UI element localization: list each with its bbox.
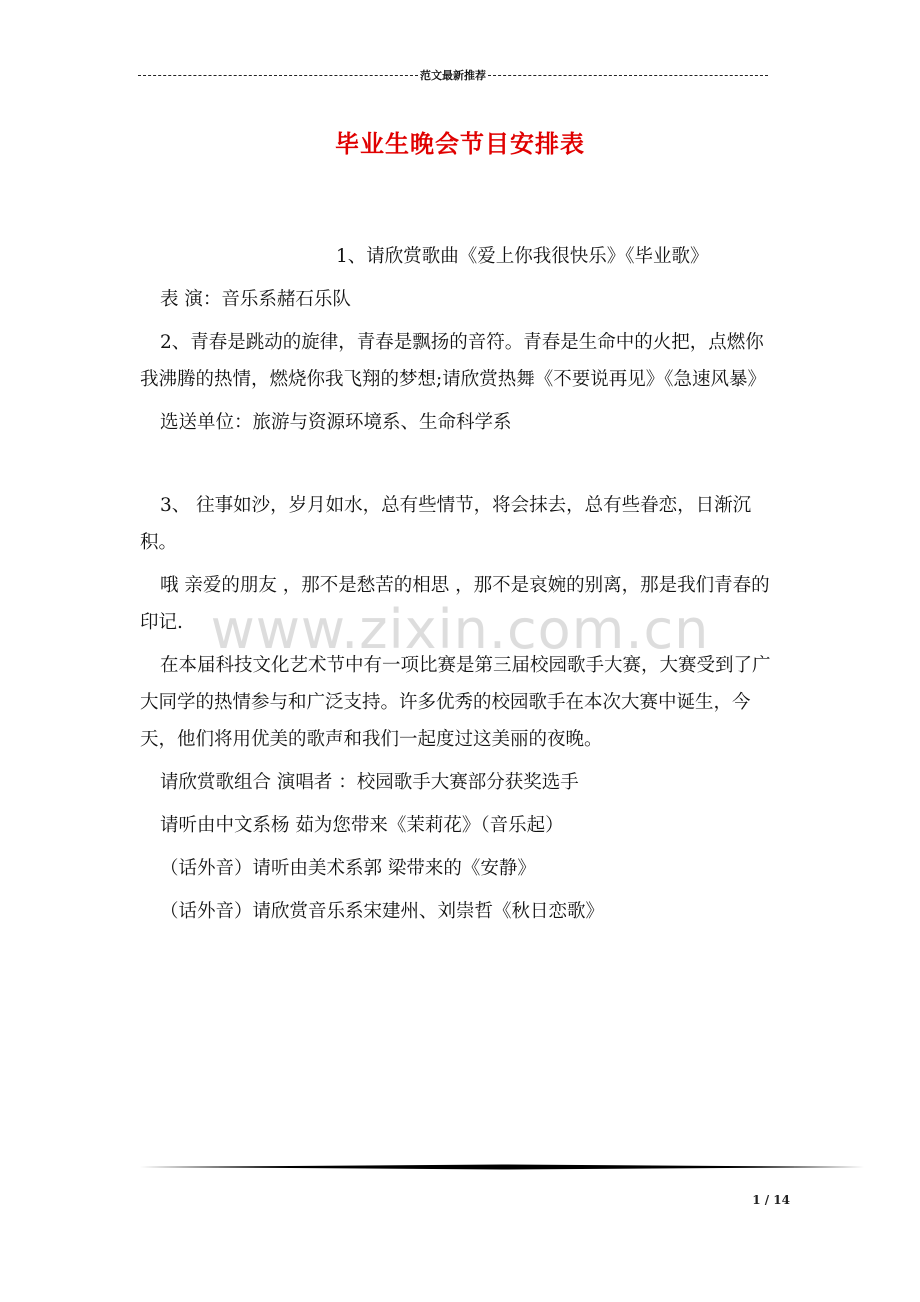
document-body xyxy=(140,238,780,930)
program-line-2: 请听由中文系杨 茹为您带来《茉莉花》（音乐起） xyxy=(160,815,564,836)
program-item-3-paragraph-3: 在本届科技文化艺术节中有一项比赛是第三届校园歌手大赛，大赛受到了广大同学的热情参与和广泛支持。许多优秀的校园歌手在本次大赛中诞生，今天，他们将用优美的歌声和我们一起度过这美丽的夜晚。 xyxy=(140,655,771,750)
program-line-3: （话外音）请听由美术系郭 梁带来的《安静》 xyxy=(160,858,536,879)
header-dash-left xyxy=(138,75,418,76)
program-item-3-paragraph-2: 哦 亲爱的朋友 ，那不是愁苦的相思 ，那不是哀婉的别离，那是我们青春的印记. xyxy=(140,575,770,633)
program-item-2: 2、青春是跳动的旋律，青春是飘扬的音符。青春是生命中的火把，点燃你我沸腾的热情，燃烧你我飞翔的梦想;请欣赏热舞《不要说再见》《急速风暴》 xyxy=(140,332,766,390)
program-item-1-performer: 表 演：音乐系赭石乐队 xyxy=(160,289,351,310)
header-dash-right xyxy=(488,75,768,76)
program-line-1: 请欣赏歌组合 演唱者 ：校园歌手大赛部分获奖选手 xyxy=(160,772,579,793)
program-item-1: 1、请欣赏歌曲《爱上你我很快乐》《毕业歌》 xyxy=(336,246,709,267)
program-item-2-unit: 选送单位：旅游与资源环境系、生命科学系 xyxy=(160,412,512,433)
footer-rule xyxy=(140,1164,864,1170)
program-item-3: 3、 往事如沙，岁月如水，总有些情节，将会抹去，总有些眷恋，日渐沉积。 xyxy=(140,495,752,553)
header-label: 范文最新推荐 xyxy=(420,69,486,82)
page-number: 1 / 14 xyxy=(752,1193,790,1207)
document-title: 毕业生晚会节目安排表 xyxy=(335,129,585,158)
watermark: www.zixin.com.cn xyxy=(210,598,710,661)
page-header xyxy=(138,66,768,84)
program-line-4: （话外音）请欣赏音乐系宋建州、刘崇哲《秋日恋歌》 xyxy=(160,901,605,922)
